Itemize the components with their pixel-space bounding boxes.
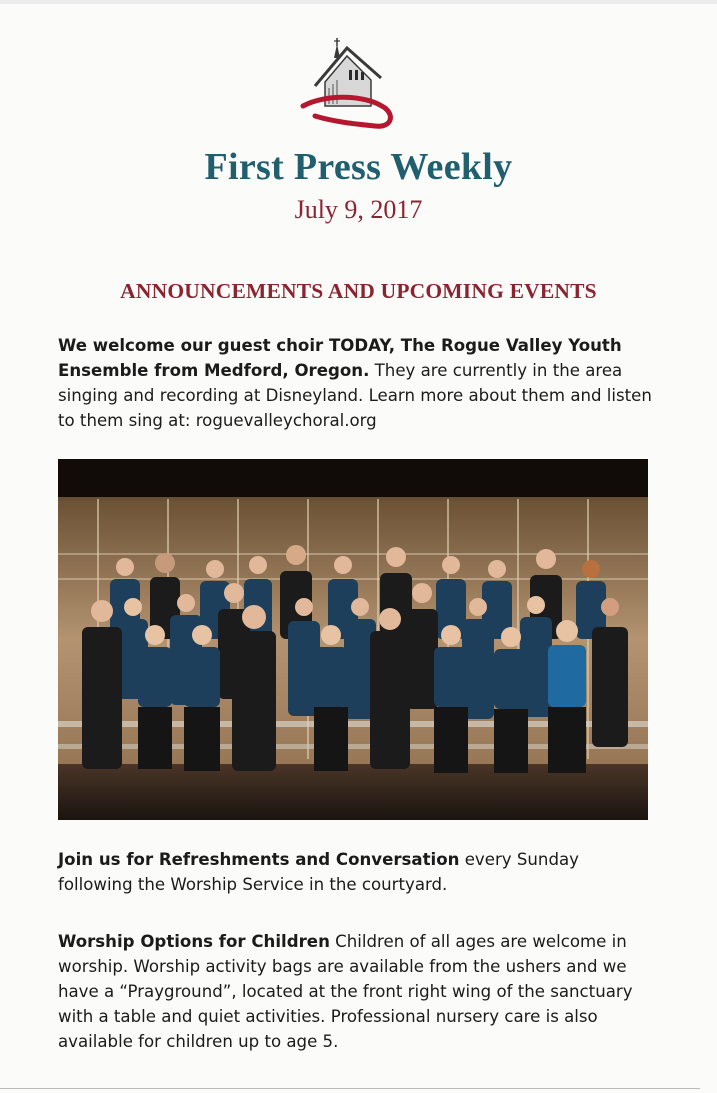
choir-photo [58,459,648,820]
announcement-bold: Join us for Refreshments and Conversation [58,850,460,869]
newsletter-title: First Press Weekly [204,146,513,188]
bottom-rule [0,1088,700,1089]
announcement-text: every Sunday following the Worship Service in the courtyard. [58,850,579,894]
announcement-text: Children of all ages are welcome in worship. Worship activity bags are available from the ushers and we have a “Prayground”, located at the front right wing of the sanctuary with a table and quiet activities. Professional nursery care is also available for children up to age 5. [58,932,633,1051]
church-logo [295,36,415,136]
announcement-bold: We welcome our guest choir TODAY, The Rogue Valley Youth Ensemble from Medford, Oregon. [58,336,622,380]
announcement-text: They are currently in the area singing and recording at Disneyland. Learn more about them and listen to them sing at: roguevalleychoral.org [58,361,652,430]
announcement-bold: Worship Options for Children [58,932,330,951]
announcement-children [58,929,658,1054]
announcement-guest-choir [58,333,658,433]
section-heading: ANNOUNCEMENTS AND UPCOMING EVENTS [120,279,597,303]
issue-date: July 9, 2017 [294,195,423,224]
announcement-refreshments [58,847,658,897]
top-rule [0,0,717,4]
